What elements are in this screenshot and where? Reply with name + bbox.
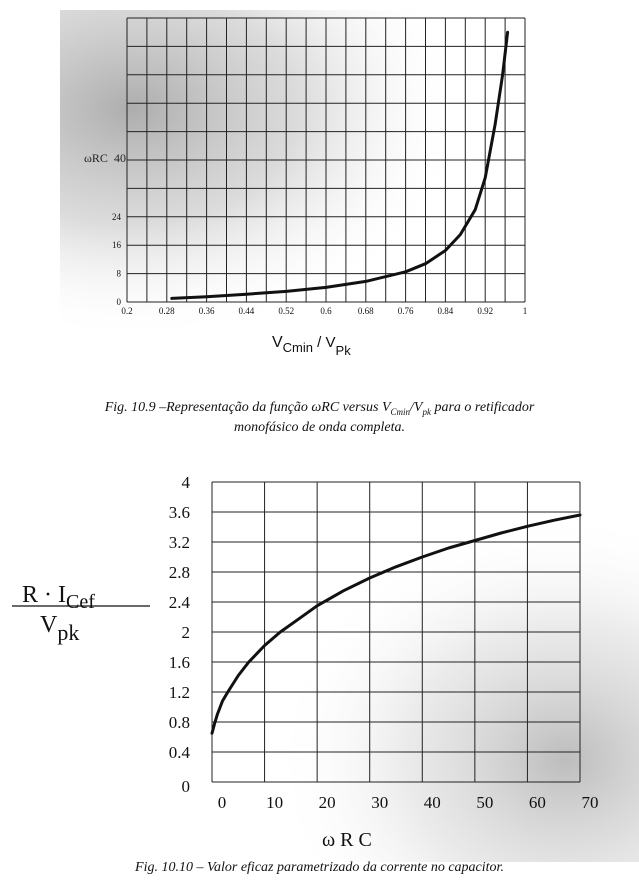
x-tick-label: 70 [581, 793, 599, 812]
x-tick-label: 0 [217, 793, 227, 812]
y-tick-label: 0.4 [168, 743, 190, 762]
x-tick-label: 0.68 [357, 306, 374, 316]
x-tick-label: 20 [318, 793, 336, 812]
y-tick-label: 0 [181, 777, 190, 796]
y-tick-label: 24 [112, 211, 121, 222]
y-label-den-text: V [40, 612, 58, 638]
y-tick-label: 16 [112, 240, 121, 251]
grid [127, 18, 525, 302]
y-tick-label: 0 [116, 297, 121, 307]
y-tick-label: 1.6 [168, 653, 190, 672]
y-axis-label: ωRC [84, 151, 108, 165]
caption-10-9-text: Fig. 10.9 –Representação da função ωRC versus V [104, 400, 391, 415]
caption-10-9-mid: /V [410, 400, 423, 415]
x-axis-label: ω R C [322, 829, 372, 851]
y-tick-label: 8 [116, 268, 121, 279]
x-tick-label: 0.2 [121, 306, 133, 316]
x-tick-label: 0.52 [278, 306, 295, 316]
y-tick-label: 4 [181, 473, 190, 492]
y-tick-label: 3.6 [168, 503, 190, 522]
chart-capacitor-current [0, 452, 639, 892]
y-label-num-sub: Cef [66, 591, 95, 613]
y-label-numerator [22, 582, 95, 613]
x-tick-label: 40 [423, 793, 441, 812]
x-label-sub2: Pk [335, 343, 351, 358]
caption-10-9-sub1: Cmin [390, 406, 411, 417]
x-label-v: V [272, 334, 283, 351]
x-tick-label: 0.28 [158, 306, 175, 316]
y-tick-label: 2 [181, 623, 190, 642]
y-label-denominator [40, 612, 79, 645]
x-tick-label: 0.44 [238, 306, 255, 316]
caption-10-10: Fig. 10.10 – Valor eficaz parametrizado da corrente no capacitor. [135, 860, 504, 875]
x-tick-label: 50 [476, 793, 494, 812]
caption-10-9-line2: monofásico de onda completa. [233, 420, 406, 435]
x-tick-label: 0.36 [198, 306, 215, 316]
y-tick-label: 2.8 [168, 563, 190, 582]
y-axis-partial-tick: 40 [114, 151, 126, 165]
x-label-mid: / V [313, 334, 336, 351]
x-tick-label: 60 [528, 793, 546, 812]
x-tick-label: 10 [266, 793, 284, 812]
x-label-sub1: Cmin [282, 340, 314, 355]
x-tick-label: 0.76 [397, 306, 414, 316]
y-tick-label: 0.8 [168, 713, 190, 732]
y-label-num-text: R · I [22, 582, 66, 608]
x-tick-label: 0.6 [320, 306, 332, 316]
caption-10-9-sub2: pk [422, 406, 431, 417]
x-tick-label: 1 [522, 306, 528, 316]
caption-10-9-tail: para o retificador [430, 400, 535, 415]
caption-10-9-line1 [0, 400, 639, 417]
x-tick-label: 30 [371, 793, 389, 812]
y-tick-label: 3.2 [168, 533, 190, 552]
y-tick-label: 2.4 [168, 593, 190, 612]
x-tick-label: 0.92 [477, 306, 494, 316]
y-tick-label: 1.2 [168, 683, 190, 702]
y-label-den-sub: pk [57, 620, 80, 645]
x-tick-label: 0.84 [437, 306, 454, 316]
figure-10-10 [0, 452, 639, 892]
